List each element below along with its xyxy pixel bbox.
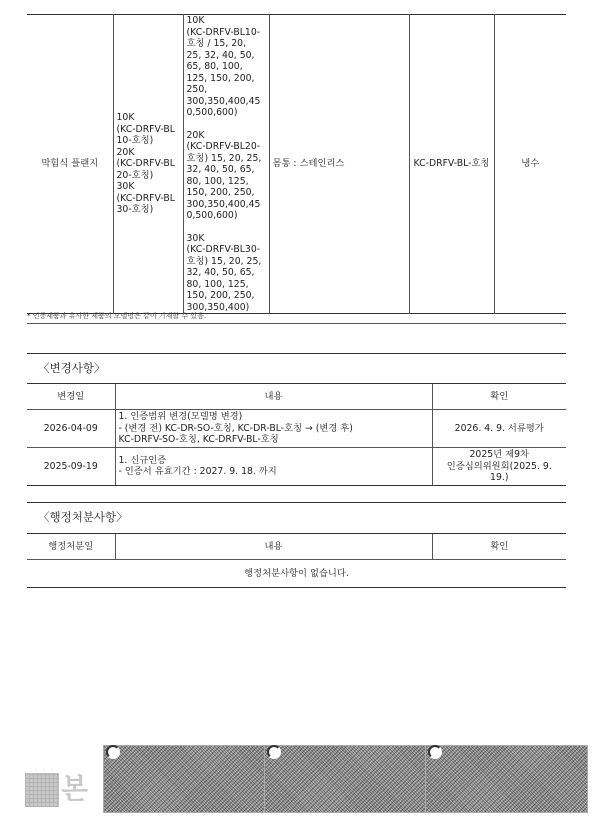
changes-table [27, 383, 566, 486]
change-confirm: 2025년 제9차 인증심의위원회(2025. 9. 19.) [432, 448, 566, 486]
security-pattern [103, 745, 266, 813]
swirl-icon [106, 745, 120, 759]
size-group-20k: 20K (KC-DRFV-BL20- 호칭) 15, 20, 25, 32, 40, 50, 65, 80, 100, 125, 150, 200, 250, 300,350,400,45 0,500,600) [186, 129, 262, 221]
security-pattern [264, 745, 427, 813]
change-date: 2026-04-09 [27, 410, 115, 448]
table-row [27, 448, 566, 486]
usage: 냉수 [494, 15, 566, 314]
changes-header-row [27, 384, 566, 410]
column-header: 확인 [432, 384, 566, 410]
product-type: 막힘식 플랜지 [41, 158, 99, 170]
change-confirm: 2026. 4. 9. 서류평가 [432, 410, 566, 448]
size-list [183, 15, 269, 314]
admin-section-title: 〈행정처분사항〉 [27, 502, 566, 533]
footnote: * 인증제품과 유사한 제품의 모델명은 같이 기재할 수 있음. [27, 312, 207, 320]
admin-header-row [27, 534, 566, 560]
issuer-logo [25, 772, 91, 808]
table-row [27, 410, 566, 448]
logo-mark [25, 773, 59, 807]
change-date: 2025-09-19 [27, 448, 115, 486]
column-header: 내용 [115, 384, 432, 410]
material: 몸통 : 스테인리스 [269, 15, 409, 314]
swirl-icon [267, 745, 281, 759]
logo-character: 본 [61, 772, 89, 805]
divider [27, 323, 566, 324]
spec-row [27, 15, 566, 314]
change-content: 1. 신규인증 - 인증서 유효기간 : 2027. 9. 18. 까지 [115, 448, 432, 486]
admin-table [27, 533, 566, 588]
change-content: 1. 인증범위 변경(모델명 변경) - (변경 전) KC-DR-SO-호칭, KC-DR-BL-호칭 → (변경 후) KC-DRFV-SO-호칭, KC-DRFV-BL-호칭 [115, 410, 432, 448]
product-spec-table [27, 14, 566, 314]
empty-message: 행정처분사항이 없습니다. [27, 560, 566, 588]
column-header: 행정처분일 [27, 534, 115, 560]
size-group-30k: 30K (KC-DRFV-BL30- 호칭) 15, 20, 25, 32, 40, 50, 65, 80, 100, 125, 150, 200, 250, 300,350,400) [186, 232, 262, 313]
column-header: 변경일 [27, 384, 115, 410]
security-pattern [425, 745, 588, 813]
model-list: 10K (KC-DRFV-BL 10-호칭) 20K (KC-DRFV-BL 20-호칭) 30K (KC-DRFV-BL 30-호칭) [113, 15, 183, 314]
similar-model: KC-DRFV-BL-호칭 [409, 15, 494, 314]
changes-section-title: 〈변경사항〉 [27, 353, 566, 383]
column-header: 확인 [432, 534, 566, 560]
swirl-icon [428, 745, 442, 759]
table-row [27, 560, 566, 588]
column-header: 내용 [115, 534, 432, 560]
size-group-10k: 10K (KC-DRFV-BL10- 호칭 / 15, 20, 25, 32, 40, 50, 65, 80, 100, 125, 150, 200, 250, 300,350,400,45 0,500,600) [186, 15, 261, 118]
